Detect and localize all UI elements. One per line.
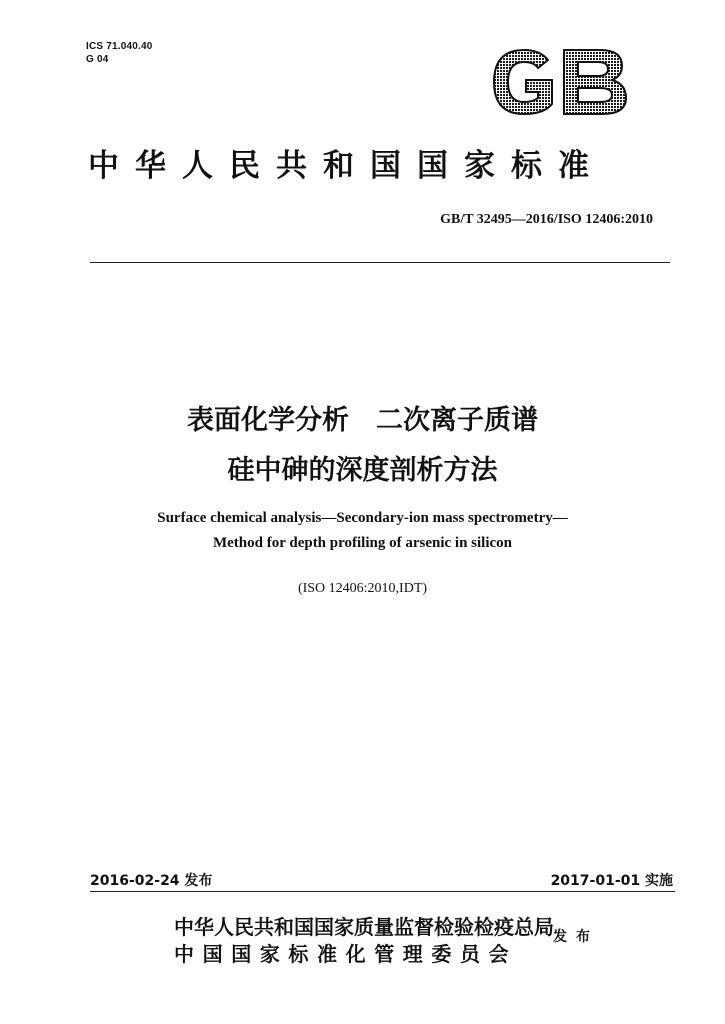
footer-divider [90,891,675,892]
title-zh-line1: 表面化学分析 二次离子质谱 [187,405,538,436]
issue-action: 发布 [553,929,599,945]
issuer-sac: 中国国家标准化管理委员会 [174,942,518,966]
national-standard-title: 中华人民共和国国家标准 [88,148,605,184]
implement-date: 2017-01-01 实施 [550,873,673,889]
title-en-line1: Surface chemical analysis—Secondary-ion mass spectrometry— [157,510,568,526]
classification-codes [86,40,153,66]
issuer-aqsiq: 中华人民共和国国家质量监督检验检疫总局 [174,915,554,939]
header-divider [90,262,670,263]
ics-code: ICS 71.040.40 [86,41,153,52]
standard-number: GB/T 32495—2016/ISO 12406:2010 [440,212,653,227]
title-en-line2: Method for depth profiling of arsenic in silicon [212,535,513,551]
ccs-code: G 04 [86,54,109,65]
gb-logo [488,46,632,118]
publish-date: 2016-02-24 发布 [90,873,213,889]
title-zh-line2: 硅中砷的深度剖析方法 [227,455,498,486]
iso-equivalence: (ISO 12406:2010,IDT) [297,581,428,596]
